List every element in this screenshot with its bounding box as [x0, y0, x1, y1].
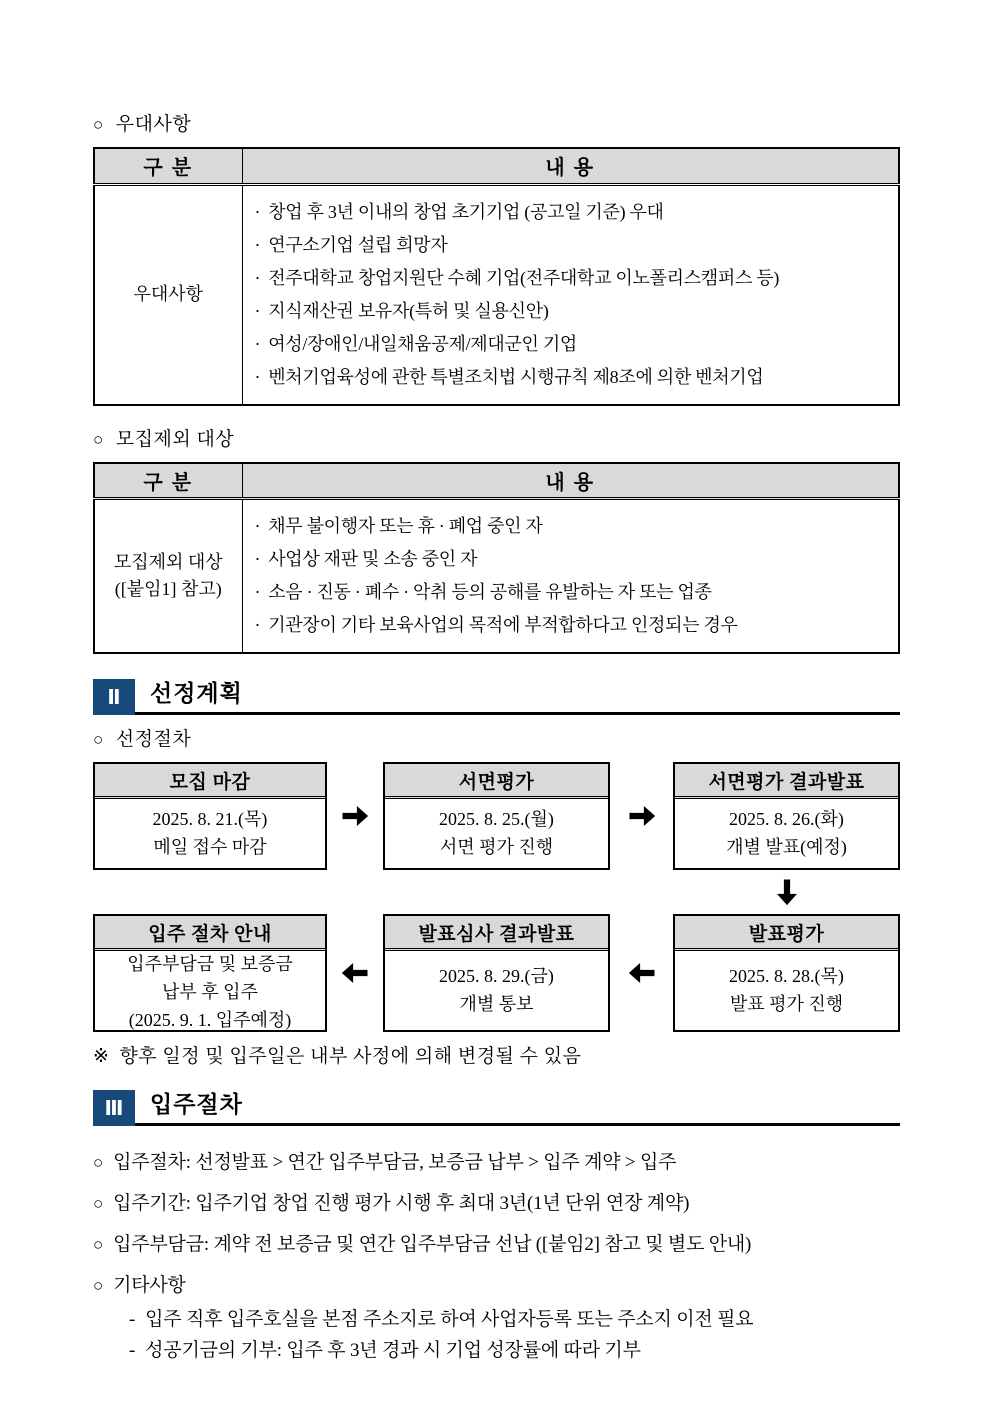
arrow-right-icon: [327, 762, 383, 870]
list-item: [255, 609, 891, 642]
flow-box-body: [95, 951, 325, 1035]
excluded-heading: [93, 427, 900, 453]
arrow-left-icon: [610, 914, 673, 1032]
dot-bullet-icon: ·: [254, 615, 261, 635]
flow-box-presentation-eval: [673, 914, 900, 1032]
list-item: [255, 510, 891, 543]
flow-box-title: 발표평가: [675, 916, 898, 951]
list-item-text: 창업 후 3년 이내의 창업 초기기업 (공고일 기준) 우대: [268, 201, 664, 222]
movein-sub-bullet-address: [129, 1307, 900, 1333]
flow-box-line: 2025. 8. 29.(금): [439, 965, 554, 986]
flow-box-presentation-result: [383, 914, 610, 1032]
flow-box-line: 납부 후 입주: [162, 981, 258, 1002]
flow-box-body: [385, 951, 608, 1030]
dash-bullet-icon: -: [129, 1340, 136, 1361]
section2-title: 선정계획: [150, 680, 243, 706]
flow-box-line: 발표 평가 진행: [729, 993, 844, 1014]
dot-bullet-icon: ·: [254, 333, 261, 354]
list-item: [255, 229, 891, 262]
flow-box-line: 2025. 8. 28.(목): [729, 965, 844, 986]
circle-bullet-icon: ○: [93, 429, 104, 449]
row-label-line2: ([붙임1] 참고): [114, 579, 222, 599]
list-item: [255, 328, 891, 361]
dot-bullet-icon: ·: [254, 582, 261, 602]
flow-box-body: [95, 799, 325, 868]
circle-bullet-icon: ○: [93, 730, 104, 749]
excluded-table: [93, 462, 900, 655]
flow-box-title: 입주 절차 안내: [95, 916, 325, 951]
selection-procedure-label: 선정절차: [115, 729, 192, 750]
list-item-text: 기관장이 기타 보육사업의 목적에 부적합하다고 인정되는 경우: [268, 615, 738, 635]
dot-bullet-icon: ·: [254, 366, 261, 387]
preferred-heading-label: 우대사항: [115, 114, 192, 135]
column-header-content: 내 용: [242, 463, 899, 499]
sub-bullet-text: 입주 직후 입주호실을 본점 주소지로 하여 사업자등록 또는 주소지 이전 필요: [145, 1309, 754, 1330]
flow-box-document-review: [383, 762, 610, 870]
flow-box-body: [675, 951, 898, 1030]
schedule-note-text: 향후 일정 및 입주일은 내부 사정에 의해 변경될 수 있음: [119, 1046, 582, 1067]
list-item-text: 벤처기업육성에 관한 특별조치법 시행규칙 제8조에 의한 벤처기업: [268, 366, 764, 387]
list-item-text: 사업상 재판 및 소송 중인 자: [268, 549, 478, 569]
flow-box-title: 발표심사 결과발표: [385, 916, 608, 951]
dot-bullet-icon: ·: [254, 549, 261, 569]
list-item: [255, 295, 891, 328]
column-header-content: 내 용: [242, 148, 899, 184]
bullet-text: 기타사항: [113, 1275, 186, 1296]
flow-box-line: 2025. 8. 26.(화): [729, 808, 844, 829]
selection-procedure-heading: [93, 727, 900, 753]
circle-bullet-icon: ○: [93, 1235, 104, 1254]
selection-flowchart-row2: [93, 914, 900, 1032]
list-item-text: 연구소기업 설립 희망자: [268, 234, 448, 255]
column-header-category: 구 분: [94, 463, 242, 499]
movein-procedure-section: [93, 1150, 900, 1364]
flow-box-line: 개별 발표(예정): [726, 836, 847, 857]
section3-title: 입주절차: [150, 1091, 243, 1117]
circle-bullet-icon: ○: [93, 1153, 104, 1172]
list-item: [255, 361, 891, 394]
bullet-text: 입주절차: 선정발표 > 연간 입주부담금, 보증금 납부 > 입주 계약 > 입주: [113, 1152, 677, 1173]
movein-bullet-period: [93, 1191, 900, 1217]
arrow-right-icon: [610, 762, 673, 870]
list-item-text: 전주대학교 창업지원단 수혜 기업(전주대학교 이노폴리스캠퍼스 등): [268, 267, 780, 288]
selection-flowchart-row1: [93, 762, 900, 870]
preferred-table: [93, 147, 900, 406]
reference-mark-icon: ※: [93, 1046, 110, 1067]
flow-box-line: 서면 평가 진행: [439, 836, 554, 857]
section3-header: [93, 1086, 900, 1126]
list-item: [255, 262, 891, 295]
flow-box-line: 2025. 8. 21.(목): [152, 808, 268, 829]
dot-bullet-icon: ·: [254, 516, 261, 536]
preferred-heading: [93, 112, 900, 138]
table-header-row: [94, 148, 899, 184]
flow-box-line: 개별 통보: [459, 993, 534, 1014]
flow-box-line: (2025. 9. 1. 입주예정): [128, 1009, 292, 1030]
circle-bullet-icon: ○: [93, 115, 104, 134]
flow-box-recruit-close: [93, 762, 327, 870]
flow-box-title: 모집 마감: [95, 764, 325, 799]
flow-box-movein-guide: [93, 914, 327, 1032]
flow-box-title: 서면평가 결과발표: [675, 764, 898, 799]
schedule-note: [93, 1044, 900, 1070]
sub-bullet-text: 성공기금의 기부: 입주 후 3년 경과 시 기업 성장률에 따라 기부: [145, 1340, 641, 1361]
list-item: [255, 576, 891, 609]
list-item: [255, 196, 891, 229]
flow-box-line: 2025. 8. 25.(월): [439, 808, 554, 829]
dot-bullet-icon: ·: [254, 234, 261, 255]
section2-header: [93, 675, 900, 715]
section3-numeral-badge: Ⅲ: [93, 1090, 135, 1126]
flow-box-body: [385, 799, 608, 868]
dot-bullet-icon: ·: [254, 201, 261, 222]
movein-bullet-procedure: [93, 1150, 900, 1176]
bullet-text: 입주기간: 입주기업 창업 진행 평가 시행 후 최대 3년(1년 단위 연장 계약): [113, 1193, 690, 1214]
list-item-text: 채무 불이행자 또는 휴 · 폐업 중인 자: [268, 516, 543, 536]
circle-bullet-icon: ○: [93, 1194, 104, 1213]
dot-bullet-icon: ·: [254, 300, 261, 321]
arrow-down-icon: [673, 870, 900, 914]
flow-box-title: 서면평가: [385, 764, 608, 799]
list-item-text: 소음 · 진동 · 폐수 · 악취 등의 공해를 유발하는 자 또는 업종: [268, 582, 712, 602]
arrow-left-icon: [327, 914, 383, 1032]
table-row: [94, 184, 899, 405]
dot-bullet-icon: ·: [254, 267, 261, 288]
row-label: 우대사항: [94, 184, 242, 405]
column-header-category: 구 분: [94, 148, 242, 184]
selection-flowchart-arrow-row: [93, 870, 900, 914]
movein-bullet-fee: [93, 1232, 900, 1258]
bullet-text: 입주부담금: 계약 전 보증금 및 연간 입주부담금 선납 ([붙임2] 참고 및 별도 안내): [113, 1234, 752, 1255]
table-row: [94, 499, 899, 654]
flow-box-body: [675, 799, 898, 868]
flow-box-line: 입주부담금 및 보증금: [127, 954, 293, 974]
row-label-line1: 모집제외 대상: [113, 552, 223, 572]
list-item-text: 여성/장애인/내일채움공제/제대군인 기업: [268, 333, 578, 354]
list-item: [255, 543, 891, 576]
movein-bullet-etc: [93, 1273, 900, 1299]
flow-box-line: 메일 접수 마감: [153, 836, 267, 857]
section2-numeral-badge: Ⅱ: [93, 679, 135, 715]
row-label: [94, 499, 242, 654]
excluded-heading-label: 모집제외 대상: [115, 428, 235, 450]
movein-sub-bullet-fund: [129, 1338, 900, 1364]
flow-box-review-result: [673, 762, 900, 870]
row-content: [242, 184, 899, 405]
table-header-row: [94, 463, 899, 499]
circle-bullet-icon: ○: [93, 1276, 104, 1295]
list-item-text: 지식재산권 보유자(특허 및 실용신안): [268, 300, 549, 321]
dash-bullet-icon: -: [129, 1309, 136, 1330]
row-content: [242, 499, 899, 654]
